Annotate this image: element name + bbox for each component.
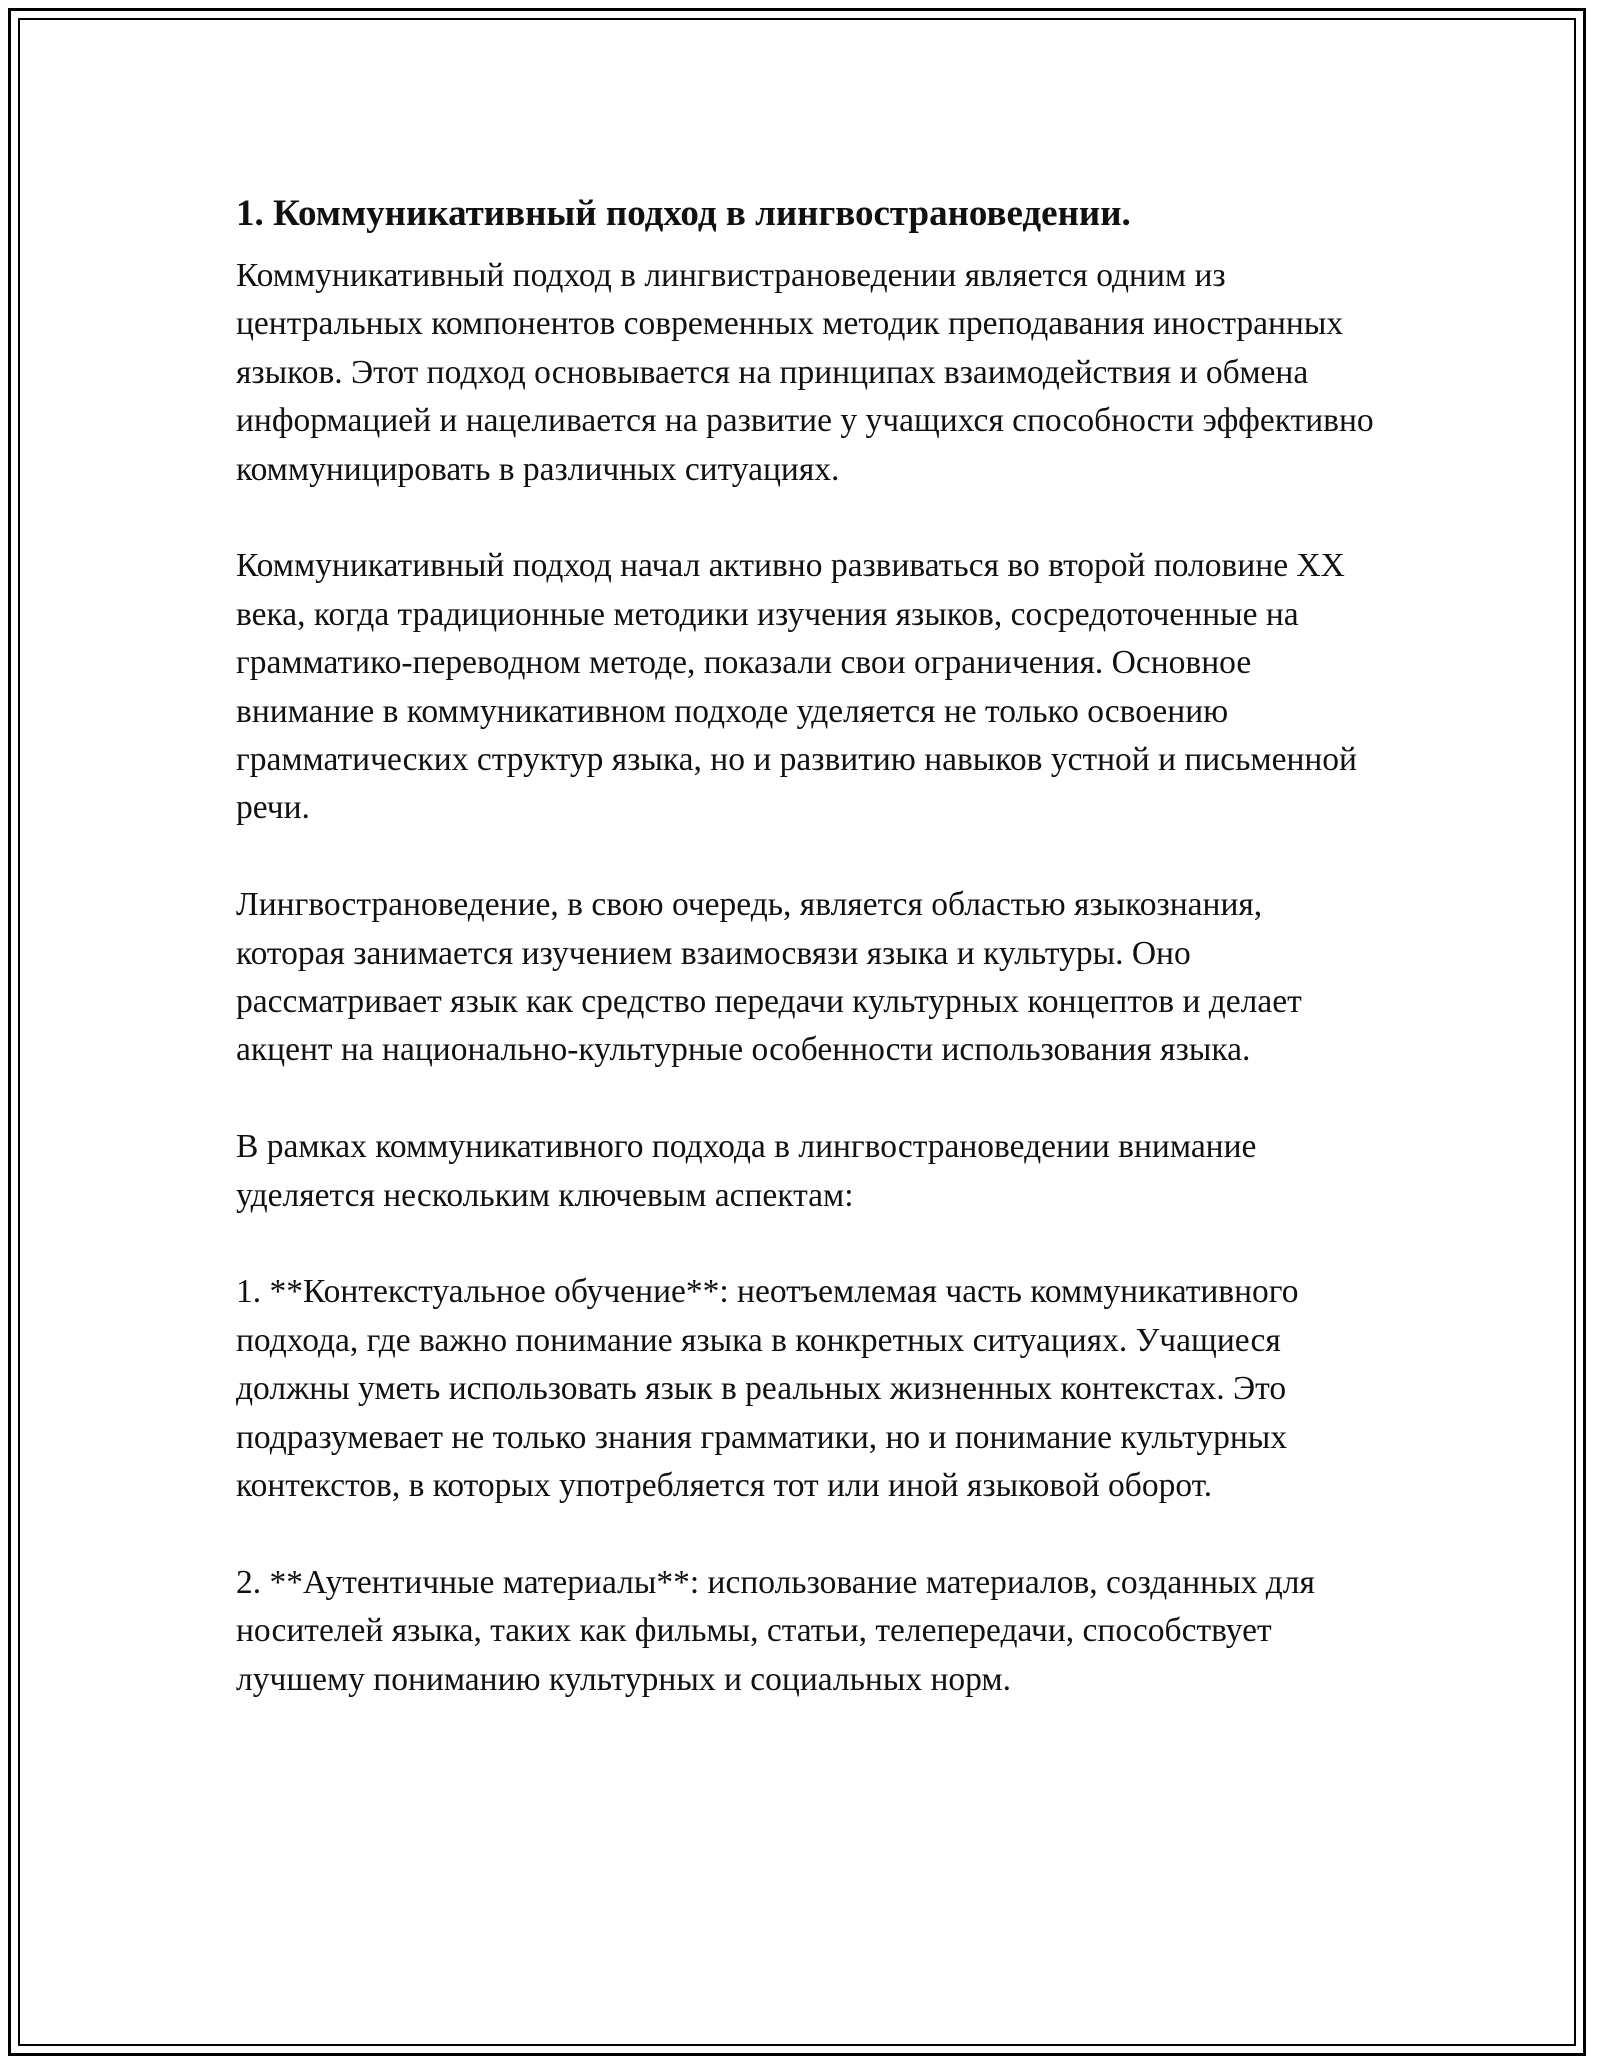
paragraph-history: Коммуникативный подход начал активно развиваться во второй половине XX века, когда традиционные методики изучения языков, сосредоточенные на грамматико-переводном методе, показали свои ограничения. Основное внимание в коммуникативном подходе уделяется не только освоению грамматических структур языка, но и развитию навыков устной и письменной речи. <box>236 547 1357 827</box>
paragraph-linguoculture: Лингвострановедение, в свою очередь, является областью языкознания, которая занимается изучением взаимосвязи языка и культуры. Оно рассматривает язык как средство передачи культурных концептов и делает акцент на национально-культурные особенности использования языка. <box>236 886 1302 1069</box>
document-body <box>236 188 1376 1704</box>
paragraph-aspects-intro: В рамках коммуникативного подхода в лингвострановедении внимание уделяется нескольким ключевым аспектам: <box>236 1128 1257 1214</box>
paragraph-intro: Коммуникативный подход в лингвистрановедении является одним из центральных компонентов современных методик преподавания иностранных языков. Этот подход основывается на принципах взаимодействия и обмена информацией и нацеливается на развитие у учащихся способности эффективно коммуницировать в различных ситуациях. <box>236 257 1374 488</box>
list-item-contextual-learning: 1. **Контекстуальное обучение**: неотъемлемая часть коммуникативного подхода, где важно понимание языка в конкретных ситуациях. Учащиеся должны уметь использовать язык в реальных жизненных контекстах. Это подразумевает не только знания грамматики, но и понимание культурных контекстов, в которых употребляется тот или иной языковой оборот. <box>236 1273 1299 1505</box>
list-item-authentic-materials: 2. **Аутентичные материалы**: использование материалов, созданных для носителей языка, таких как фильмы, статьи, телепередачи, способствует лучшему пониманию культурных и социальных норм. <box>236 1563 1315 1698</box>
section-heading: 1. Коммуникативный подход в лингвострановедении. <box>236 193 1131 234</box>
